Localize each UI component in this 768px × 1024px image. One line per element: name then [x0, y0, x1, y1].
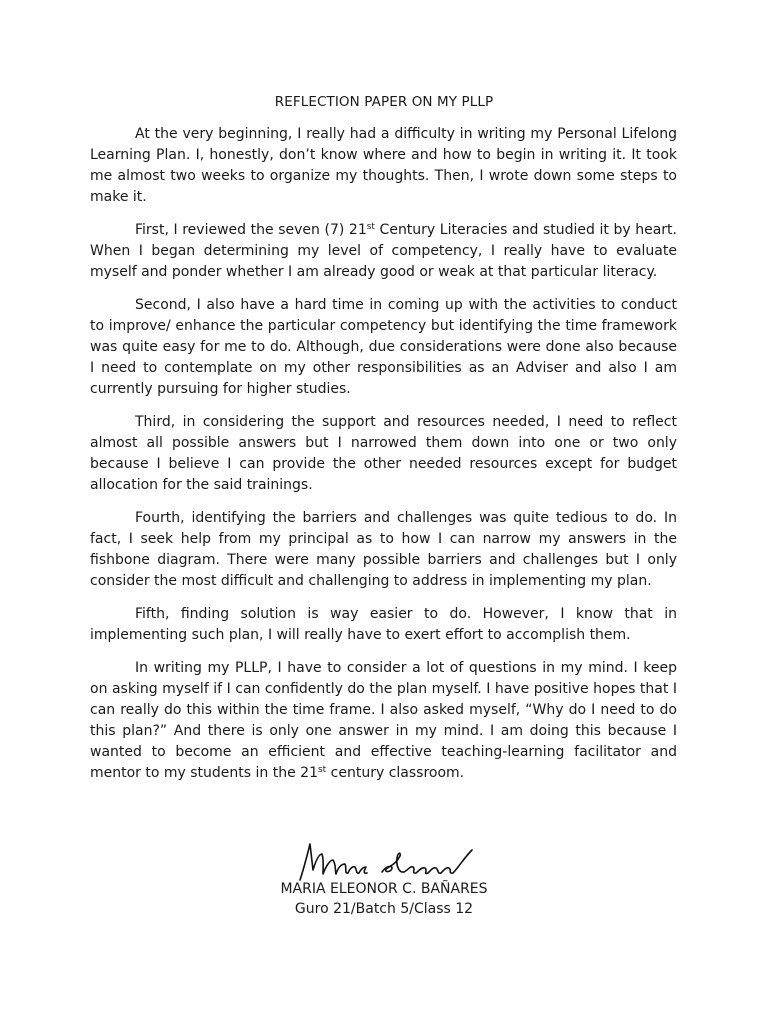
document-title: REFLECTION PAPER ON MY PLLP	[274, 94, 494, 110]
paragraph-7	[90, 658, 677, 784]
ordinal-suffix: st	[366, 222, 375, 232]
paragraph-3: Second, I also have a hard time in coming up with the activities to conduct to improve/ enhance the particular competency but identifying the time framework was quite easy for me to do. Although, due considerations were done also because I need to contemplate on my other responsibilities as an Adviser and also I am currently pursuing for higher studies.	[90, 297, 677, 397]
document-body	[90, 124, 677, 784]
signatory-group: Guro 21/Batch 5/Class 12	[294, 901, 474, 917]
paragraph-7-text-before: In writing my PLLP, I have to consider a lot of questions in my mind. I keep on asking myself if I can confidently do the plan myself. I have positive hopes that I can really do this within the time frame. I also asked myself, “Why do I need to do this plan?” And there is only one answer in my mind. I am doing this because I wanted to become an efficient and effective teaching-learning facilitator and mentor to my students in the 21	[90, 660, 677, 781]
paragraph-4: Third, in considering the support and resources needed, I need to reflect almost all possible answers but I narrowed them down into one or two only because I believe I can provide the other needed resources except for budget allocation for the said trainings.	[90, 414, 677, 493]
signatory-name: MARIA ELEONOR C. BAÑARES	[280, 881, 488, 897]
paragraph-2	[90, 220, 677, 283]
paragraph-6: Fifth, finding solution is way easier to do. However, I know that in implementing such plan, I will really have to exert effort to accomplish them.	[90, 606, 677, 643]
paragraph-2-text-before: First, I reviewed the seven (7) 21	[135, 222, 367, 238]
paragraph-1: At the very beginning, I really had a difficulty in writing my Personal Lifelong Learning Plan. I, honestly, don’t know where and how to begin in writing it. It took me almost two weeks to organize my thoughts. Then, I wrote down some steps to make it.	[90, 126, 677, 205]
paragraph-5: Fourth, identifying the barriers and challenges was quite tedious to do. In fact, I seek help from my principal as to how I can narrow my answers in the fishbone diagram. There were many possible barriers and challenges but I only consider the most difficult and challenging to address in implementing my plan.	[90, 510, 677, 589]
paragraph-7-text-after: century classroom.	[326, 765, 465, 781]
paragraph-2-text-after: Century Literacies and studied it by heart. When I began determining my level of competency, I really have to evaluate myself and ponder whether I am already good or weak at that particular literacy.	[90, 222, 678, 280]
ordinal-suffix: st	[317, 765, 327, 775]
